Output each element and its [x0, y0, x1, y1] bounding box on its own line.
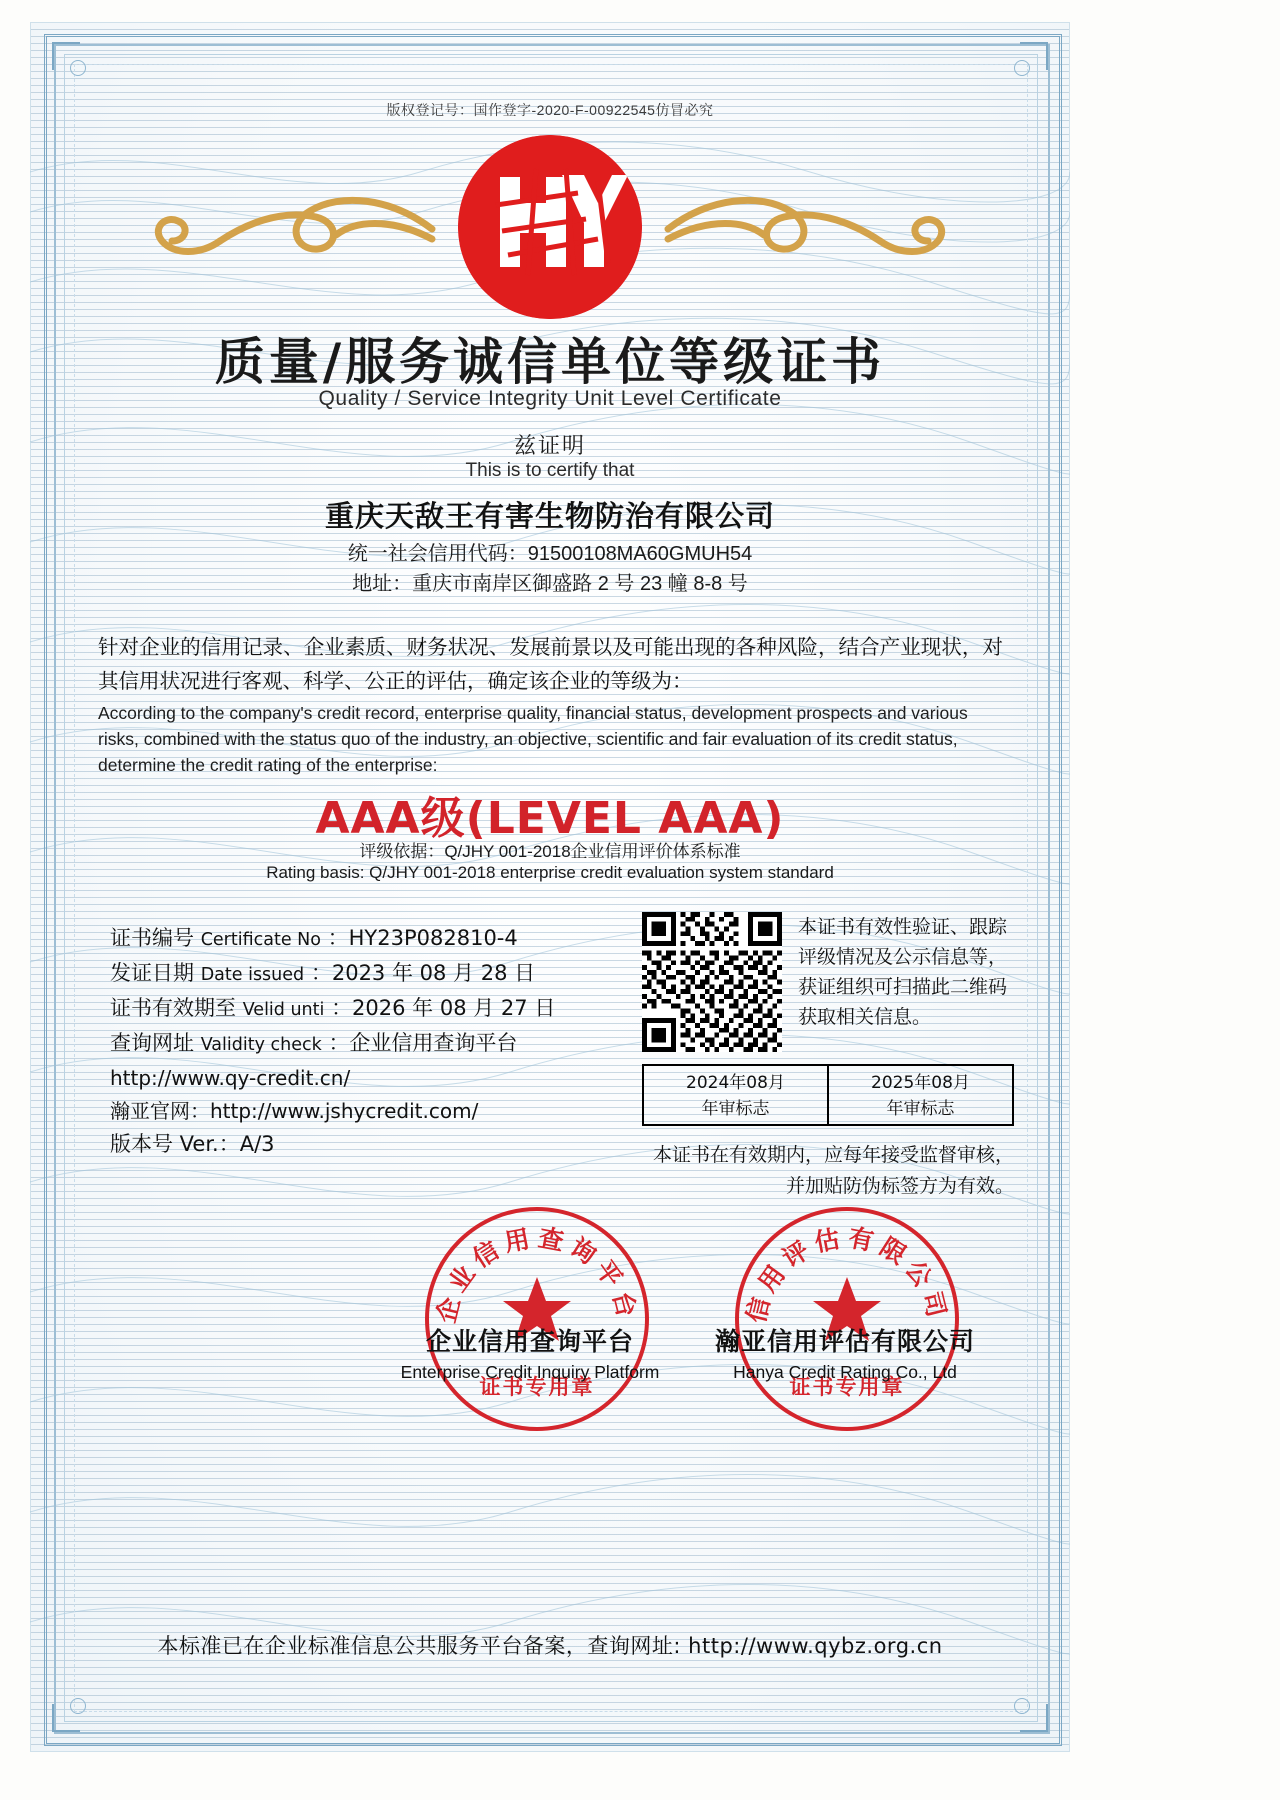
copyright-notice: 版权登记号：国作登字-2020-F-00922545仿冒必究 — [386, 102, 714, 118]
rating-basis-en: Rating basis: Q/JHY 001-2018 enterprise credit evaluation system standard — [266, 863, 834, 882]
certificate-title-en: Quality / Service Integrity Unit Level Certificate — [318, 387, 782, 410]
issuer-left — [360, 1322, 700, 1383]
annual-mark-boxes — [642, 1064, 1014, 1126]
evaluation-paragraph-cn: 针对企业的信用记录、企业素质、财务状况、发展前景以及可能出现的各种风险，结合产业现状，对其信用状况进行客观、科学、公正的评估，确定该企业的等级为： — [98, 635, 1003, 693]
annual-mark-label: 年审标志 — [886, 1099, 955, 1119]
check-label-en: Validity check — [200, 1035, 322, 1055]
issued-value: ：2023 年 08 月 28 日 — [310, 961, 536, 985]
rating-basis-cn: 评级依据：Q/JHY 001-2018企业信用评价体系标准 — [359, 842, 741, 861]
valid-until-row — [110, 992, 630, 1027]
evaluation-paragraph-en: According to the company's credit record, enterprise quality, financial status, development prospects and various risks, combined with the status quo of the industry, an objective, scientific and fair evaluation of its credit status, determine the credit rating of the enterprise: — [98, 703, 968, 775]
check-url[interactable]: http://www.qy-credit.cn/ — [110, 1066, 351, 1090]
issuer-right-name-cn: 瀚亚信用评估有限公司 — [714, 1327, 975, 1356]
qr-note: 本证书有效性验证、跟踪评级情况及公示信息等，获证组织可扫描此二维码获取相关信息。 — [798, 916, 1008, 1028]
cert-no-value: ：HY23P082810-4 — [327, 926, 518, 950]
seal-left-bottom-text: 证书专用章 — [479, 1375, 595, 1399]
issuer-right — [675, 1322, 1015, 1383]
seal-right-bottom-text: 证书专用章 — [789, 1375, 905, 1399]
issuer-left-name-en: Enterprise Credit Inquiry Platform — [400, 1362, 660, 1382]
certify-line-en: This is to certify that — [465, 460, 635, 481]
issuer-right-name-en: Hanya Credit Rating Co., Ltd — [733, 1362, 957, 1382]
qr-code-icon[interactable] — [642, 912, 782, 1052]
annual-mark-box[interactable] — [829, 1064, 1014, 1126]
cert-no-label-en: Certificate No — [200, 930, 321, 950]
validity-check-row — [110, 1027, 630, 1062]
valid-label-cn: 证书有效期至 — [110, 996, 236, 1020]
company-name: 重庆天敌王有害生物防治有限公司 — [324, 499, 775, 533]
seal-left — [425, 1207, 649, 1431]
flourish-left-icon — [140, 177, 440, 277]
valid-label-en: Velid unti — [242, 1000, 325, 1020]
credit-code: 统一社会信用代码：91500108MA60GMUH54 — [347, 543, 753, 565]
seal-right — [735, 1207, 959, 1431]
certificate-card — [30, 22, 1070, 1752]
certificate-details — [110, 922, 630, 1161]
issued-label-en: Date issued — [200, 965, 305, 985]
annual-mark-label: 年审标志 — [701, 1099, 770, 1119]
version-row: 版本号 Ver.：A/3 — [110, 1132, 275, 1156]
svg-text:企业信用查询平台: 企业信用查询平台 — [431, 1222, 643, 1326]
annual-mark-box[interactable] — [642, 1064, 829, 1126]
valid-value: ：2026 年 08 月 27 日 — [331, 996, 556, 1020]
issued-date-row — [110, 957, 630, 992]
hy-logo — [458, 135, 642, 319]
logo-row — [30, 127, 1070, 317]
check-label-cn: 查询网址 — [110, 1031, 194, 1055]
certificate-title-cn: 质量/服务诚信单位等级证书 — [214, 333, 886, 391]
issued-label-cn: 发证日期 — [110, 961, 194, 985]
footer-note: 本标准已在企业标准信息公共服务平台备案，查询网址: http://www.qybz.org.cn — [157, 1634, 943, 1658]
cert-no-row — [110, 922, 630, 957]
annual-mark-date: 2024年08月 — [686, 1073, 785, 1093]
check-value: ：企业信用查询平台 — [328, 1031, 518, 1055]
flourish-right-icon — [660, 177, 960, 277]
company-address: 地址：重庆市南岸区御盛路 2 号 23 幢 8-8 号 — [352, 573, 748, 595]
issuer-left-name-cn: 企业信用查询平台 — [425, 1327, 634, 1356]
certify-line-cn: 兹证明 — [513, 433, 586, 458]
cert-no-label-cn: 证书编号 — [110, 926, 194, 950]
rating-level: AAA级(LEVEL AAA) — [315, 793, 785, 844]
svg-text:信用评估有限公司: 信用评估有限公司 — [741, 1222, 953, 1326]
annual-mark-date: 2025年08月 — [871, 1073, 970, 1093]
official-site-url[interactable]: 瀚亚官网：http://www.jshycredit.com/ — [110, 1099, 479, 1123]
annual-audit-note: 本证书在有效期内，应每年接受监督审核，并加贴防伪标签方为有效。 — [652, 1144, 1014, 1197]
hy-logo-mark-icon — [458, 135, 642, 319]
